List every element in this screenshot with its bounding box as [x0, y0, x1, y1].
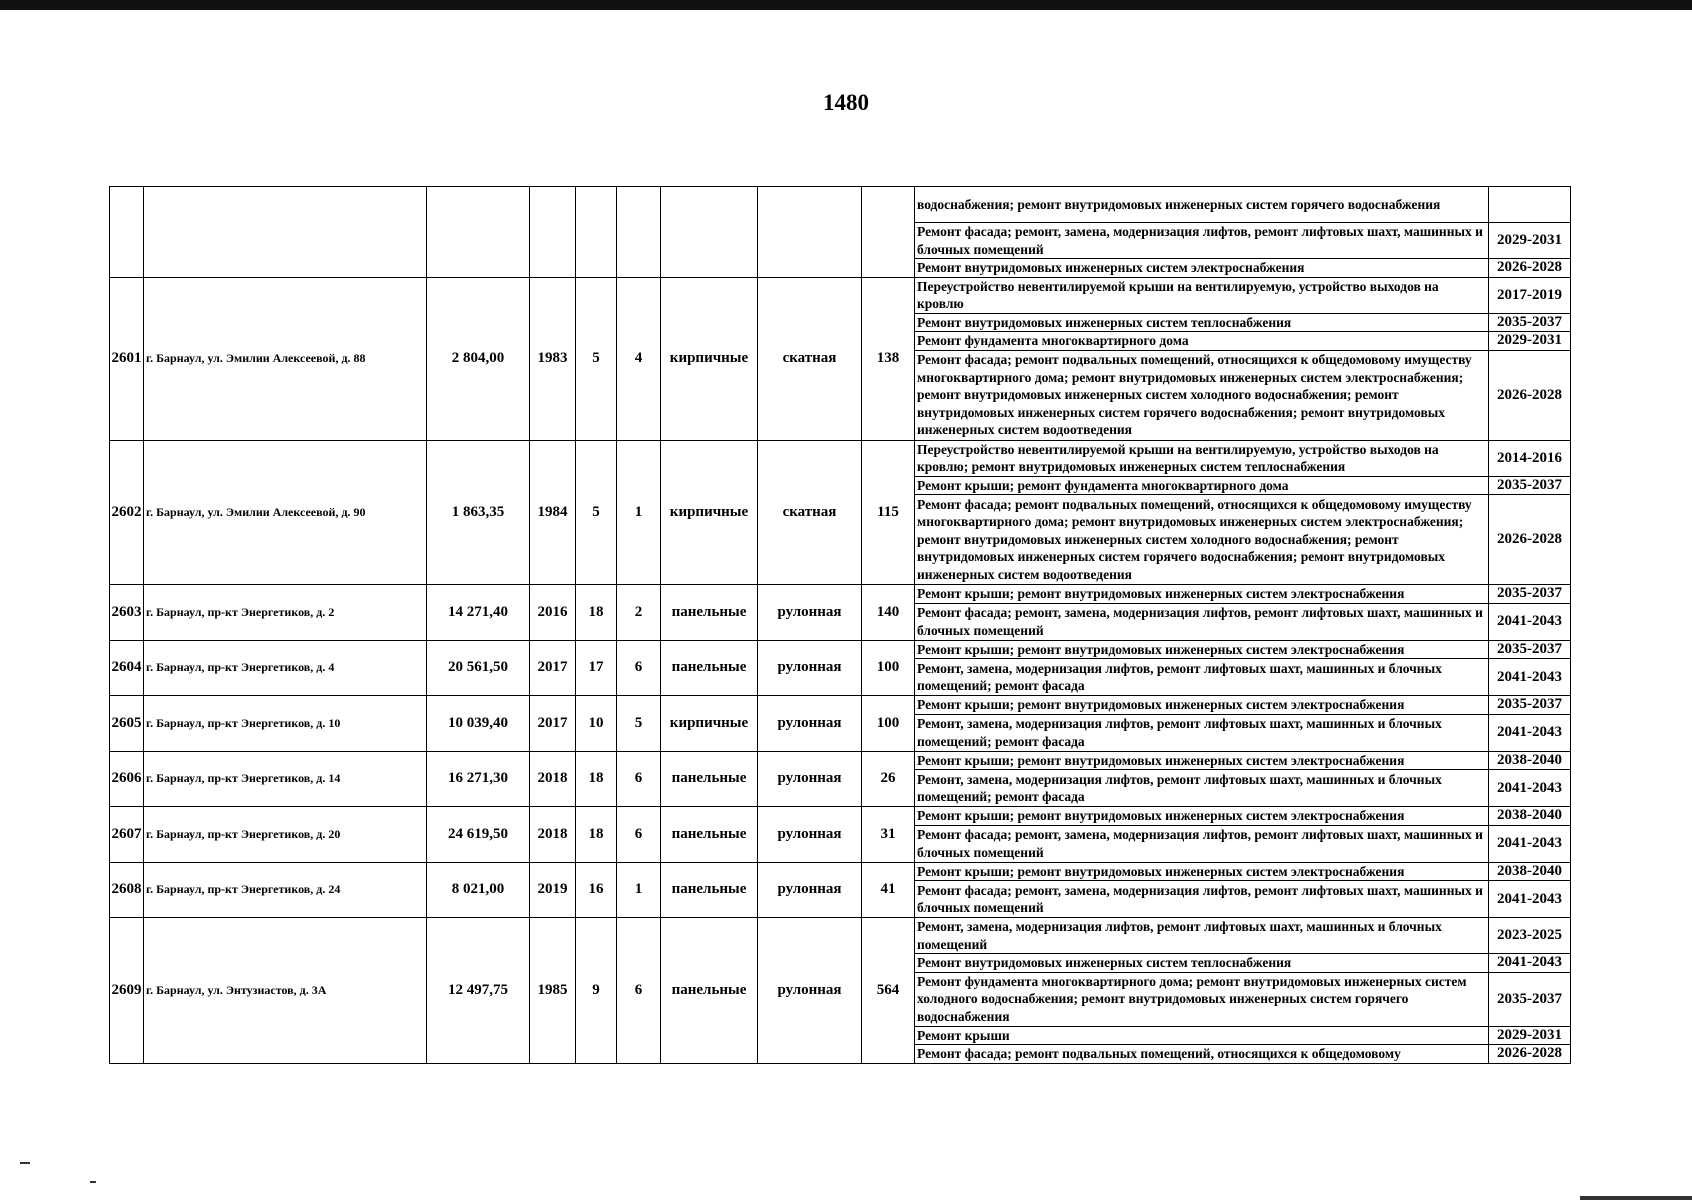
work-description: Ремонт фасада; ремонт подвальных помещений, относящихся к общедомовому имуществу многоквартирного дома; ремонт внутридомовых инженерных систем электроснабжения; ремонт внутридомовых инженерных систем холодного водоснабжения; ремонт внутридомовых инженерных систем горячего водоснабжения; ремонт внутридомовых инженерных систем водоотведения	[915, 350, 1489, 440]
house-floors: 18	[576, 751, 617, 807]
house-entrances: 5	[617, 696, 661, 752]
work-period: 2029-2031	[1489, 1026, 1571, 1045]
wall-material: панельные	[661, 585, 758, 641]
flats-count: 41	[862, 862, 915, 918]
work-period: 2026-2028	[1489, 259, 1571, 278]
house-area: 12 497,75	[427, 918, 530, 1064]
house-year: 2016	[530, 585, 576, 641]
work-period: 2026-2028	[1489, 350, 1571, 440]
work-period: 2041-2043	[1489, 659, 1571, 696]
house-area: 14 271,40	[427, 585, 530, 641]
scan-mark	[90, 1181, 96, 1183]
work-period	[1489, 187, 1571, 223]
roof-type: скатная	[758, 440, 862, 585]
work-period: 2035-2037	[1489, 585, 1571, 604]
work-description: Ремонт фундамента многоквартирного дома	[915, 332, 1489, 351]
work-period: 2035-2037	[1489, 313, 1571, 332]
house-entrances: 1	[617, 440, 661, 585]
house-floors: 9	[576, 918, 617, 1064]
work-period: 2026-2028	[1489, 495, 1571, 585]
house-floors	[576, 187, 617, 278]
flats-count: 140	[862, 585, 915, 641]
work-description: Ремонт крыши; ремонт внутридомовых инженерных систем электроснабжения	[915, 585, 1489, 604]
wall-material: панельные	[661, 807, 758, 863]
wall-material: кирпичные	[661, 440, 758, 585]
table-row	[110, 918, 1571, 954]
table-row	[110, 187, 1571, 223]
work-period: 2041-2043	[1489, 714, 1571, 751]
page-number: 1480	[823, 90, 869, 115]
house-address: г. Барнаул, пр-кт Энергетиков, д. 24	[144, 862, 427, 918]
work-description: Ремонт внутридомовых инженерных систем электроснабжения	[915, 259, 1489, 278]
wall-material: кирпичные	[661, 696, 758, 752]
work-description: Ремонт крыши; ремонт внутридомовых инженерных систем электроснабжения	[915, 807, 1489, 826]
work-description: Переустройство невентилируемой крыши на вентилируемую, устройство выходов на кровлю; ремонт внутридомовых инженерных систем теплоснабжения	[915, 440, 1489, 476]
house-year: 2018	[530, 751, 576, 807]
house-number: 2603	[110, 585, 144, 641]
flats-count: 564	[862, 918, 915, 1064]
house-entrances: 6	[617, 807, 661, 863]
wall-material: панельные	[661, 640, 758, 696]
work-description: Ремонт, замена, модернизация лифтов, ремонт лифтовых шахт, машинных и блочных помещений	[915, 918, 1489, 954]
wall-material	[661, 187, 758, 278]
house-number	[110, 187, 144, 278]
table-row	[110, 751, 1571, 770]
flats-count: 138	[862, 277, 915, 440]
house-address: г. Барнаул, пр-кт Энергетиков, д. 14	[144, 751, 427, 807]
house-floors: 18	[576, 807, 617, 863]
house-entrances: 6	[617, 918, 661, 1064]
roof-type: рулонная	[758, 640, 862, 696]
work-description: Ремонт фасада; ремонт подвальных помещений, относящихся к общедомовому имуществу многоквартирного дома; ремонт внутридомовых инженерных систем электроснабжения; ремонт внутридомовых инженерных систем холодного водоснабжения; ремонт внутридомовых инженерных систем горячего водоснабжения; ремонт внутридомовых инженерных систем водоотведения	[915, 495, 1489, 585]
table-row	[110, 640, 1571, 659]
work-description: Переустройство невентилируемой крыши на вентилируемую, устройство выходов на кровлю	[915, 277, 1489, 313]
house-address: г. Барнаул, ул. Энтузиастов, д. 3А	[144, 918, 427, 1064]
work-period: 2038-2040	[1489, 807, 1571, 826]
work-period: 2035-2037	[1489, 696, 1571, 715]
work-description: Ремонт крыши; ремонт внутридомовых инженерных систем электроснабжения	[915, 640, 1489, 659]
scan-mark	[20, 1162, 30, 1164]
house-year: 1984	[530, 440, 576, 585]
house-entrances: 1	[617, 862, 661, 918]
flats-count: 100	[862, 640, 915, 696]
house-number: 2609	[110, 918, 144, 1064]
work-period: 2041-2043	[1489, 770, 1571, 807]
wall-material: кирпичные	[661, 277, 758, 440]
house-number: 2605	[110, 696, 144, 752]
house-number: 2604	[110, 640, 144, 696]
work-period: 2035-2037	[1489, 972, 1571, 1026]
table-row	[110, 696, 1571, 715]
house-floors: 10	[576, 696, 617, 752]
flats-count: 115	[862, 440, 915, 585]
house-entrances: 4	[617, 277, 661, 440]
house-number: 2602	[110, 440, 144, 585]
work-description: Ремонт, замена, модернизация лифтов, ремонт лифтовых шахт, машинных и блочных помещений; ремонт фасада	[915, 770, 1489, 807]
work-period: 2041-2043	[1489, 954, 1571, 973]
work-description: Ремонт крыши	[915, 1026, 1489, 1045]
work-description: Ремонт фасада; ремонт, замена, модернизация лифтов, ремонт лифтовых шахт, машинных и блочных помещений	[915, 881, 1489, 918]
house-floors: 5	[576, 440, 617, 585]
work-period: 2041-2043	[1489, 825, 1571, 862]
house-address: г. Барнаул, пр-кт Энергетиков, д. 4	[144, 640, 427, 696]
flats-count: 31	[862, 807, 915, 863]
house-address: г. Барнаул, пр-кт Энергетиков, д. 10	[144, 696, 427, 752]
work-period: 2035-2037	[1489, 640, 1571, 659]
work-description: Ремонт, замена, модернизация лифтов, ремонт лифтовых шахт, машинных и блочных помещений; ремонт фасада	[915, 659, 1489, 696]
house-number: 2608	[110, 862, 144, 918]
table-row	[110, 277, 1571, 313]
work-period: 2041-2043	[1489, 603, 1571, 640]
table-row	[110, 440, 1571, 476]
house-address	[144, 187, 427, 278]
house-year: 2018	[530, 807, 576, 863]
house-area	[427, 187, 530, 278]
work-description: Ремонт фасада; ремонт, замена, модернизация лифтов, ремонт лифтовых шахт, машинных и блочных помещений	[915, 223, 1489, 259]
house-year: 2019	[530, 862, 576, 918]
house-floors: 5	[576, 277, 617, 440]
work-period: 2035-2037	[1489, 476, 1571, 495]
table-row	[110, 862, 1571, 881]
roof-type: рулонная	[758, 862, 862, 918]
work-description: Ремонт внутридомовых инженерных систем теплоснабжения	[915, 954, 1489, 973]
house-area: 8 021,00	[427, 862, 530, 918]
house-area: 16 271,30	[427, 751, 530, 807]
house-year	[530, 187, 576, 278]
house-year: 2017	[530, 640, 576, 696]
house-number: 2601	[110, 277, 144, 440]
work-description: Ремонт фасада; ремонт, замена, модернизация лифтов, ремонт лифтовых шахт, машинных и блочных помещений	[915, 603, 1489, 640]
roof-type: рулонная	[758, 918, 862, 1064]
work-period: 2017-2019	[1489, 277, 1571, 313]
work-description: Ремонт крыши; ремонт внутридомовых инженерных систем электроснабжения	[915, 862, 1489, 881]
wall-material: панельные	[661, 918, 758, 1064]
scan-mark	[1580, 1196, 1692, 1200]
house-address: г. Барнаул, пр-кт Энергетиков, д. 20	[144, 807, 427, 863]
work-period: 2038-2040	[1489, 751, 1571, 770]
house-floors: 18	[576, 585, 617, 641]
work-period: 2023-2025	[1489, 918, 1571, 954]
roof-type: рулонная	[758, 807, 862, 863]
work-period: 2014-2016	[1489, 440, 1571, 476]
house-year: 2017	[530, 696, 576, 752]
wall-material: панельные	[661, 862, 758, 918]
house-year: 1983	[530, 277, 576, 440]
work-period: 2041-2043	[1489, 881, 1571, 918]
house-entrances	[617, 187, 661, 278]
work-period: 2038-2040	[1489, 862, 1571, 881]
house-area: 20 561,50	[427, 640, 530, 696]
work-description: Ремонт, замена, модернизация лифтов, ремонт лифтовых шахт, машинных и блочных помещений; ремонт фасада	[915, 714, 1489, 751]
roof-type	[758, 187, 862, 278]
house-entrances: 6	[617, 751, 661, 807]
house-address: г. Барнаул, пр-кт Энергетиков, д. 2	[144, 585, 427, 641]
roof-type: скатная	[758, 277, 862, 440]
work-description: водоснабжения; ремонт внутридомовых инженерных систем горячего водоснабжения	[915, 187, 1489, 223]
house-floors: 17	[576, 640, 617, 696]
work-period: 2026-2028	[1489, 1045, 1571, 1064]
flats-count	[862, 187, 915, 278]
work-period: 2029-2031	[1489, 332, 1571, 351]
table-row	[110, 585, 1571, 604]
work-description: Ремонт крыши; ремонт фундамента многоквартирного дома	[915, 476, 1489, 495]
table-row	[110, 807, 1571, 826]
wall-material: панельные	[661, 751, 758, 807]
work-description: Ремонт фундамента многоквартирного дома; ремонт внутридомовых инженерных систем холодного водоснабжения; ремонт внутридомовых инженерных систем горячего водоснабжения	[915, 972, 1489, 1026]
house-address: г. Барнаул, ул. Эмилии Алексеевой, д. 88	[144, 277, 427, 440]
work-description: Ремонт фасада; ремонт подвальных помещений, относящихся к общедомовому	[915, 1045, 1489, 1064]
house-area: 2 804,00	[427, 277, 530, 440]
house-floors: 16	[576, 862, 617, 918]
roof-type: рулонная	[758, 696, 862, 752]
house-number: 2606	[110, 751, 144, 807]
work-period: 2029-2031	[1489, 223, 1571, 259]
repair-schedule-table	[109, 186, 1571, 1064]
work-description: Ремонт фасада; ремонт, замена, модернизация лифтов, ремонт лифтовых шахт, машинных и блочных помещений	[915, 825, 1489, 862]
house-area: 24 619,50	[427, 807, 530, 863]
work-description: Ремонт крыши; ремонт внутридомовых инженерных систем электроснабжения	[915, 696, 1489, 715]
work-description: Ремонт внутридомовых инженерных систем теплоснабжения	[915, 313, 1489, 332]
house-address: г. Барнаул, ул. Эмилии Алексеевой, д. 90	[144, 440, 427, 585]
house-entrances: 6	[617, 640, 661, 696]
flats-count: 26	[862, 751, 915, 807]
work-description: Ремонт крыши; ремонт внутридомовых инженерных систем электроснабжения	[915, 751, 1489, 770]
house-area: 10 039,40	[427, 696, 530, 752]
house-year: 1985	[530, 918, 576, 1064]
flats-count: 100	[862, 696, 915, 752]
roof-type: рулонная	[758, 751, 862, 807]
house-number: 2607	[110, 807, 144, 863]
scan-top-border	[0, 0, 1692, 10]
house-area: 1 863,35	[427, 440, 530, 585]
roof-type: рулонная	[758, 585, 862, 641]
house-entrances: 2	[617, 585, 661, 641]
